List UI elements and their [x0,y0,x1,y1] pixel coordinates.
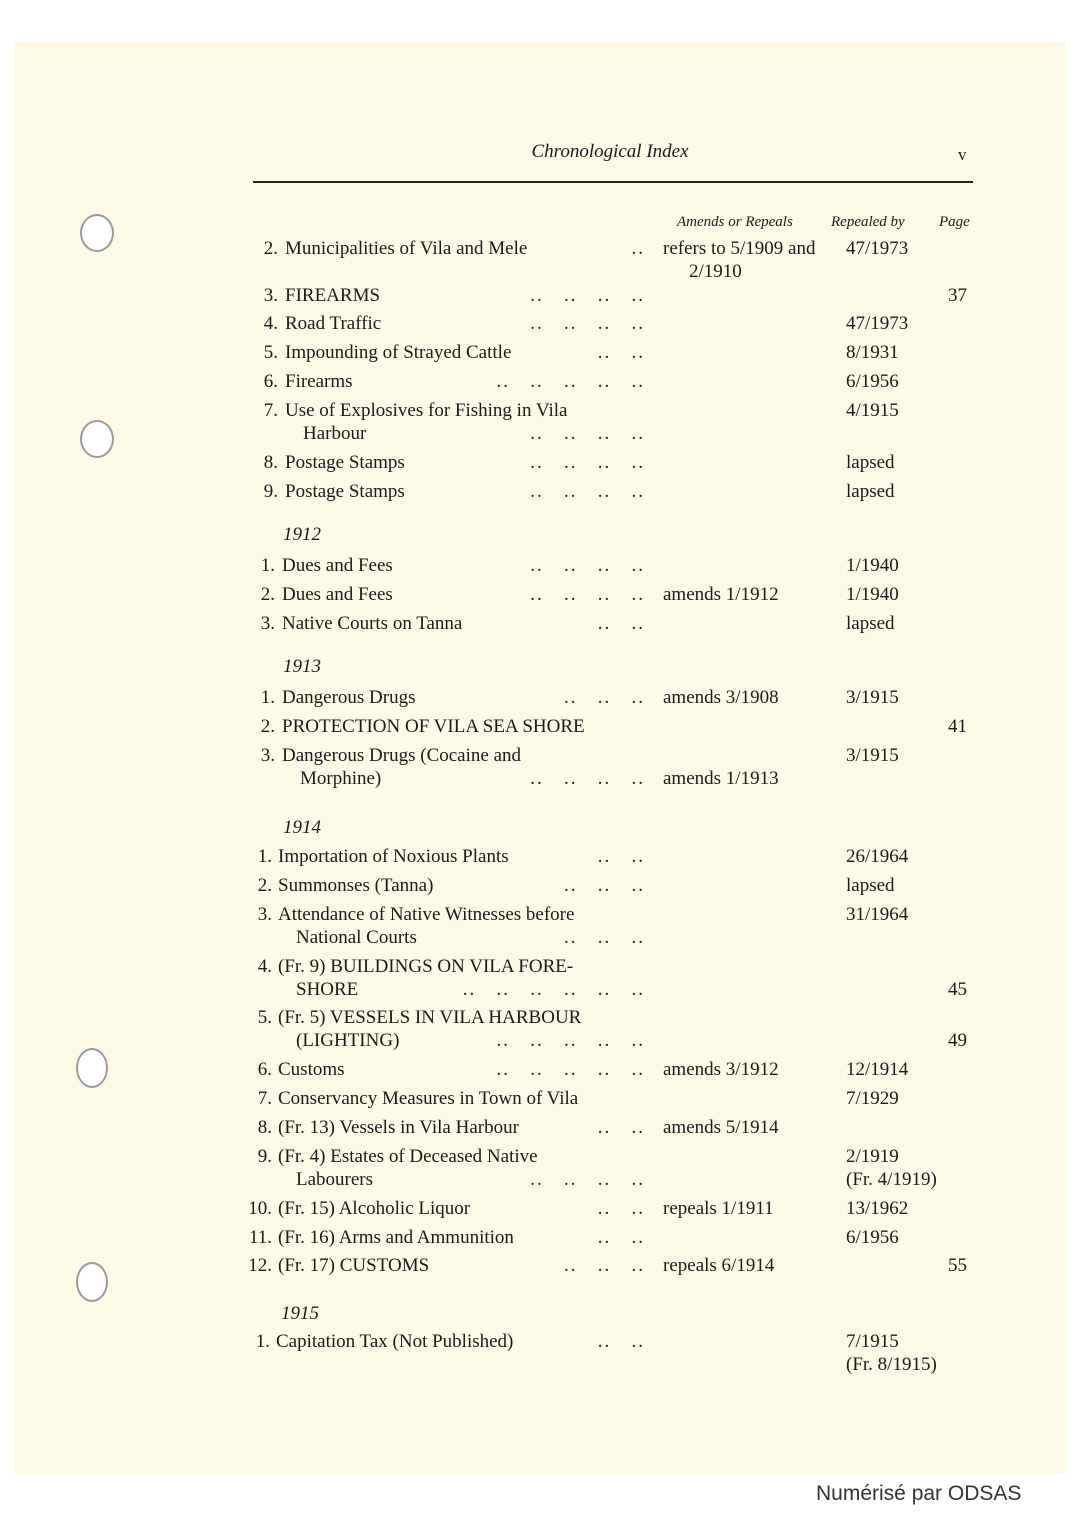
year-heading-1912: 1912 [283,524,321,545]
entry-number: 4. [257,956,272,977]
entry-title: Importation of Noxious Plants [278,846,509,867]
repealed-by-continued: (Fr. 8/1915) [846,1354,937,1375]
leader-dots: .. .. .. .. [530,423,645,444]
col-header-repealed: Repealed by [831,214,905,230]
repealed-by-continued: (Fr. 4/1919) [846,1169,937,1190]
col-header-page: Page [939,214,970,230]
entry-number: 5. [263,342,278,363]
entry-title: (Fr. 17) CUSTOMS [278,1255,430,1276]
repealed-by: 47/1973 [846,313,909,334]
entry-title: FIREARMS [285,285,381,306]
repealed-by: 7/1915 [846,1331,899,1352]
repealed-by: 2/1919 [846,1146,899,1167]
binder-hole-2 [80,420,114,458]
entry-number: 2. [260,716,275,737]
entry-title: Dues and Fees [282,555,393,576]
leader-dots: .. .. .. .. [530,768,645,789]
entry-title: Road Traffic [285,313,382,334]
header-rule [253,181,973,183]
repealed-by: 1/1940 [846,584,899,605]
repealed-by: 26/1964 [846,846,909,867]
repealed-by: 4/1915 [846,400,899,421]
binder-hole-3 [76,1048,108,1088]
repealed-by: lapsed [846,452,895,473]
entry-title-continued: Labourers [296,1169,374,1190]
leader-dots: .. .. .. .. [530,555,645,576]
leader-dots: .. .. [597,1227,645,1248]
repealed-by: 8/1931 [846,342,899,363]
entry-number: 6. [257,1059,272,1080]
repealed-by: lapsed [846,875,895,896]
entry-title-continued: Morphine) [300,768,382,789]
repealed-by: 3/1915 [846,745,899,766]
entry-title-continued: National Courts [296,927,417,948]
entry-title: Conservancy Measures in Town of Vila [278,1088,579,1109]
entry-number: 2. [260,584,275,605]
entry-number: 8. [257,1117,272,1138]
leader-dots: .. .. .. [564,1255,645,1276]
digitization-credit: Numérisé par ODSAS [816,1482,1022,1505]
amends-or-repeals: amends 5/1914 [663,1117,779,1138]
entry-number: 5. [257,1007,272,1028]
entry-number: 1. [257,846,272,867]
leader-dots: .. .. .. .. .. .. [462,979,645,1000]
year-heading-1913: 1913 [283,656,321,677]
leader-dots: .. .. [597,1117,645,1138]
page-ref: 41 [948,716,967,737]
entry-title: Postage Stamps [285,452,405,473]
leader-dots: .. .. [597,613,645,634]
entry-title: Attendance of Native Witnesses before [278,904,575,925]
leader-dots: .. [631,238,645,259]
entry-title: (Fr. 13) Vessels in Vila Harbour [278,1117,519,1138]
entry-number: 12. [248,1255,272,1276]
entry-title-continued: SHORE [296,979,359,1000]
entry-title: PROTECTION OF VILA SEA SHORE [282,716,585,737]
entry-number: 11. [248,1227,272,1248]
amends-or-repeals-continued: 2/1910 [689,261,742,282]
leader-dots: .. .. .. .. .. [496,371,645,392]
page-ref: 55 [948,1255,967,1276]
entry-number: 6. [263,371,278,392]
entry-title: Summonses (Tanna) [278,875,434,896]
leader-dots: .. .. .. [564,687,645,708]
repealed-by: 31/1964 [846,904,909,925]
amends-or-repeals: amends 3/1908 [663,687,779,708]
amends-or-repeals: amends 3/1912 [663,1059,779,1080]
entry-number: 8. [263,452,278,473]
entry-number: 1. [260,687,275,708]
page-number: v [958,145,967,164]
entry-title: Firearms [285,371,353,392]
year-heading-1915: 1915 [281,1303,319,1324]
entry-title-continued: Harbour [303,423,367,444]
entry-number: 1. [260,555,275,576]
repealed-by: 3/1915 [846,687,899,708]
amends-or-repeals: repeals 1/1911 [663,1198,774,1219]
entry-number: 3. [257,904,272,925]
amends-or-repeals: amends 1/1912 [663,584,779,605]
repealed-by: lapsed [846,481,895,502]
binder-hole-4 [76,1262,108,1302]
entry-title: (Fr. 4) Estates of Deceased Native [278,1146,538,1167]
repealed-by: lapsed [846,613,895,634]
repealed-by: 7/1929 [846,1088,899,1109]
amends-or-repeals: refers to 5/1909 and [663,238,816,259]
entry-title: Customs [278,1059,345,1080]
entry-title: (Fr. 5) VESSELS IN VILA HARBOUR [278,1007,582,1028]
entry-title: Dangerous Drugs [282,687,416,708]
leader-dots: .. .. .. [564,875,645,896]
entry-title: Native Courts on Tanna [282,613,463,634]
leader-dots: .. .. .. .. [530,481,645,502]
leader-dots: .. .. .. .. [530,452,645,473]
repealed-by: 6/1956 [846,1227,899,1248]
binder-hole-1 [80,214,114,252]
leader-dots: .. .. [597,342,645,363]
entry-title: Municipalities of Vila and Mele [285,238,528,259]
repealed-by: 6/1956 [846,371,899,392]
page-ref: 49 [948,1030,967,1051]
leader-dots: .. .. .. .. .. [496,1030,645,1051]
entry-title: (Fr. 16) Arms and Ammunition [278,1227,514,1248]
page-ref: 37 [948,285,967,306]
year-heading-1914: 1914 [283,817,321,838]
entry-title: Postage Stamps [285,481,405,502]
entry-number: 9. [257,1146,272,1167]
leader-dots: .. .. .. [564,927,645,948]
entry-number: 7. [257,1088,272,1109]
entry-title: Impounding of Strayed Cattle [285,342,512,363]
entry-title-continued: (LIGHTING) [296,1030,400,1051]
leader-dots: .. .. .. .. [530,285,645,306]
leader-dots: .. .. [597,1331,645,1352]
entry-title: Dangerous Drugs (Cocaine and [282,745,522,766]
entry-number: 3. [260,613,275,634]
repealed-by: 1/1940 [846,555,899,576]
entry-title: (Fr. 15) Alcoholic Liquor [278,1198,471,1219]
repealed-by: 12/1914 [846,1059,909,1080]
entry-title: Use of Explosives for Fishing in Vila [285,400,568,421]
entry-number: 2. [257,875,272,896]
repealed-by: 47/1973 [846,238,909,259]
entry-title: Capitation Tax (Not Published) [276,1331,514,1352]
entry-number: 1. [255,1331,270,1352]
entry-number: 2. [263,238,278,259]
repealed-by: 13/1962 [846,1198,909,1219]
leader-dots: .. .. .. .. [530,1169,645,1190]
entry-number: 3. [260,745,275,766]
leader-dots: .. .. .. .. [530,584,645,605]
entry-title: Dues and Fees [282,584,393,605]
leader-dots: .. .. .. .. .. [496,1059,645,1080]
entry-number: 7. [263,400,278,421]
amends-or-repeals: amends 1/1913 [663,768,779,789]
leader-dots: .. .. [597,846,645,867]
entry-number: 10. [248,1198,272,1219]
entry-number: 3. [263,285,278,306]
running-title: Chronological Index [531,141,689,162]
entry-number: 4. [263,313,278,334]
amends-or-repeals: repeals 6/1914 [663,1255,775,1276]
leader-dots: .. .. .. .. [530,313,645,334]
entry-title: (Fr. 9) BUILDINGS ON VILA FORE- [278,956,574,977]
col-header-amends: Amends or Repeals [677,214,793,230]
page-ref: 45 [948,979,967,1000]
leader-dots: .. .. [597,1198,645,1219]
entry-number: 9. [263,481,278,502]
